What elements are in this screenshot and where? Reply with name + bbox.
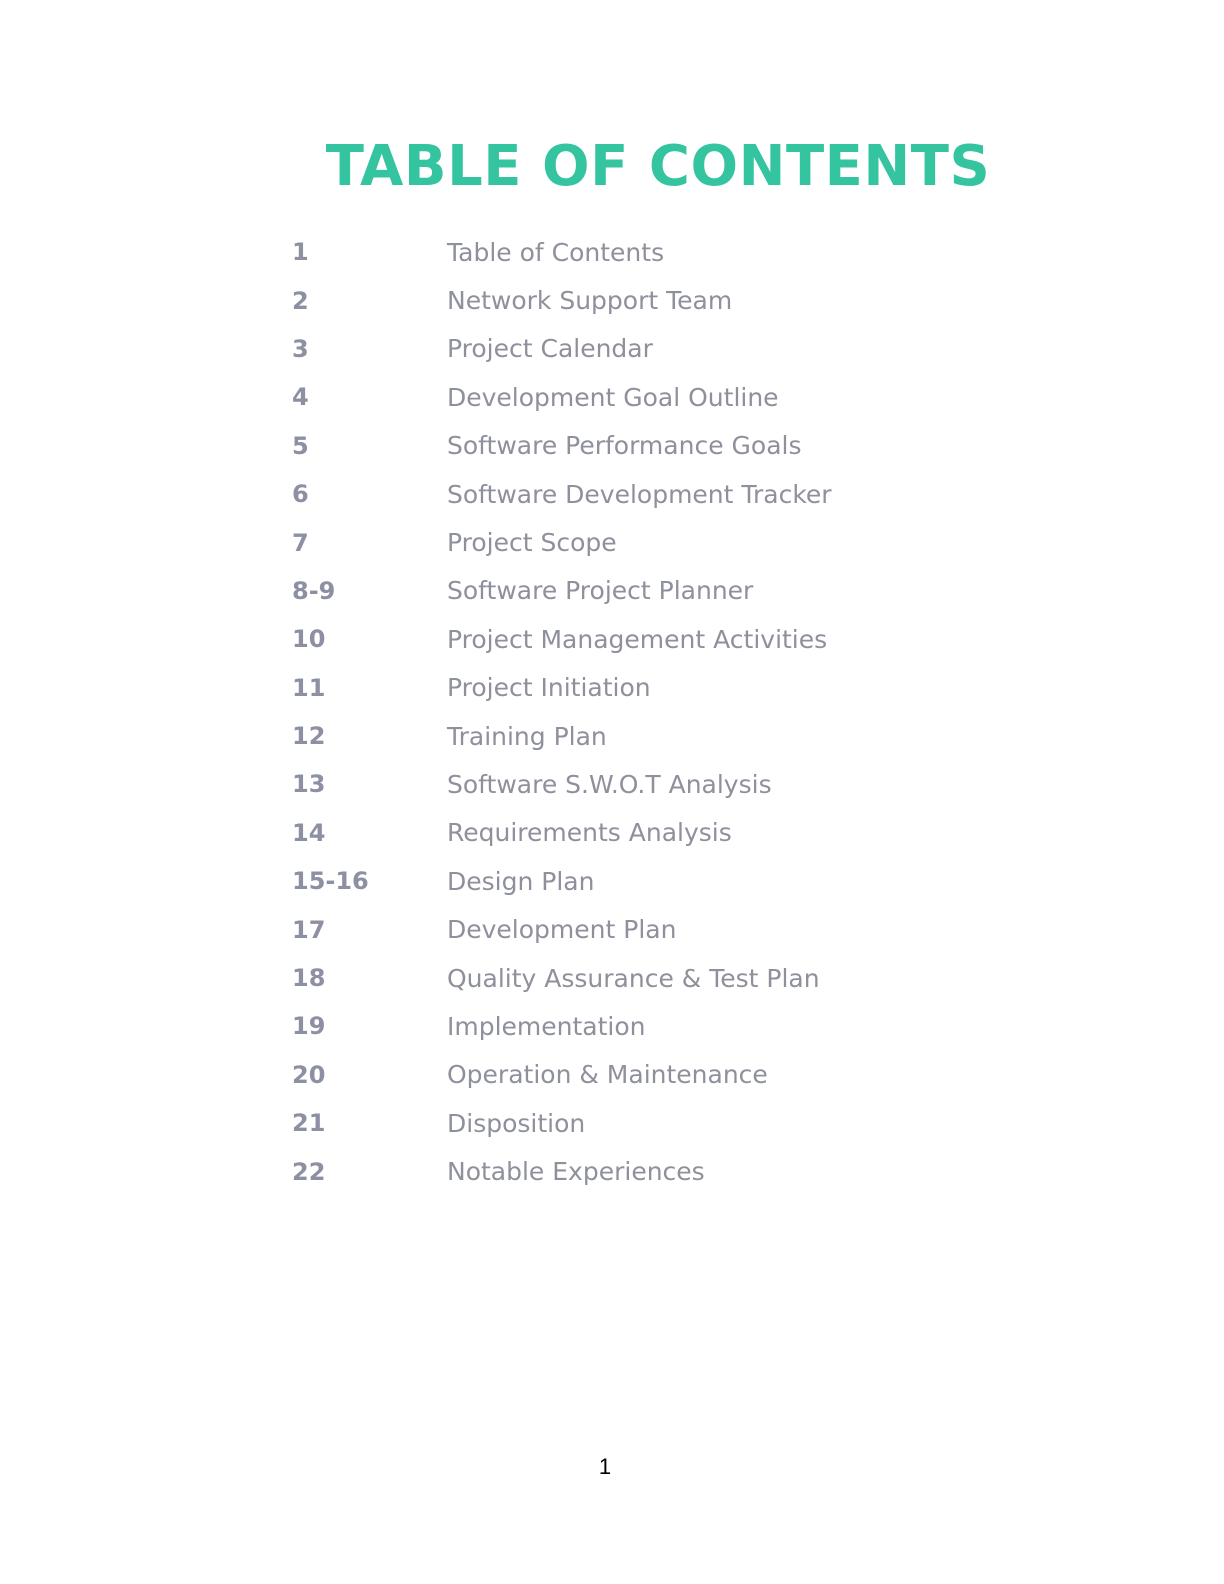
toc-entry (292, 567, 992, 615)
toc-page-number: 15-16 (292, 867, 369, 896)
toc-page-number: 1 (292, 238, 309, 267)
toc-entry-label: Project Scope (447, 528, 617, 558)
toc-entry (292, 905, 992, 953)
toc-page-number: 4 (292, 383, 309, 412)
toc-entry (292, 470, 992, 518)
toc-entry (292, 712, 992, 760)
toc-entry-label: Project Calendar (447, 334, 653, 364)
toc-entry (292, 615, 992, 663)
toc-entry-label: Software Development Tracker (447, 479, 832, 509)
toc-entry-label: Network Support Team (447, 286, 733, 316)
toc-entry (292, 1099, 992, 1147)
toc-entry (292, 760, 992, 808)
toc-page-number: 11 (292, 673, 326, 702)
toc-entry (292, 1002, 992, 1050)
toc-page-number: 19 (292, 1012, 326, 1041)
toc-entry (292, 325, 992, 373)
toc-page-number: 2 (292, 286, 309, 315)
page-title: TABLE OF CONTENTS (325, 133, 991, 199)
toc-entry (292, 809, 992, 857)
toc-entry-label: Operation & Maintenance (447, 1060, 768, 1090)
toc-entry (292, 1147, 992, 1195)
toc-page-number: 12 (292, 722, 326, 751)
toc-entry-label: Notable Experiences (447, 1157, 705, 1187)
toc-entry-label: Disposition (447, 1108, 586, 1138)
toc-entry (292, 373, 992, 421)
toc-entry-label: Software Project Planner (447, 576, 754, 606)
toc-page-number: 7 (292, 528, 309, 557)
toc-entry-label: Implementation (447, 1011, 646, 1041)
toc-page-number: 21 (292, 1109, 326, 1138)
toc-page-number: 10 (292, 625, 326, 654)
toc-entry-label: Requirements Analysis (447, 818, 732, 848)
toc-entry (292, 857, 992, 905)
toc-page-number: 13 (292, 770, 326, 799)
toc-entry-label: Quality Assurance & Test Plan (447, 963, 820, 993)
toc-page-number: 18 (292, 964, 326, 993)
toc-entry (292, 1051, 992, 1099)
toc-entry-label: Training Plan (447, 721, 607, 751)
toc-page-number: 3 (292, 334, 309, 363)
toc-entry-label: Development Plan (447, 915, 677, 945)
toc-entry-label: Development Goal Outline (447, 382, 779, 412)
toc-entry (292, 422, 992, 470)
page-number: 1 (598, 1454, 612, 1479)
toc-page-number: 17 (292, 915, 326, 944)
toc-entry-label: Software S.W.O.T Analysis (447, 769, 772, 799)
toc-entry-label: Project Management Activities (447, 624, 828, 654)
toc-entry (292, 228, 992, 276)
toc-entry (292, 664, 992, 712)
toc-entry-label: Software Performance Goals (447, 431, 802, 461)
toc-page-number: 14 (292, 818, 326, 847)
toc-page-number: 5 (292, 431, 309, 460)
toc-page-number: 20 (292, 1060, 326, 1089)
toc-entry-label: Project Initiation (447, 673, 651, 703)
toc-entry (292, 276, 992, 324)
toc-page-number: 22 (292, 1157, 326, 1186)
toc-entry (292, 518, 992, 566)
toc-entry-label: Table of Contents (447, 237, 665, 267)
table-of-contents (292, 228, 992, 1196)
toc-entry-label: Design Plan (447, 866, 595, 896)
toc-page-number: 6 (292, 480, 309, 509)
toc-entry (292, 954, 992, 1002)
toc-page-number: 8-9 (292, 576, 336, 605)
